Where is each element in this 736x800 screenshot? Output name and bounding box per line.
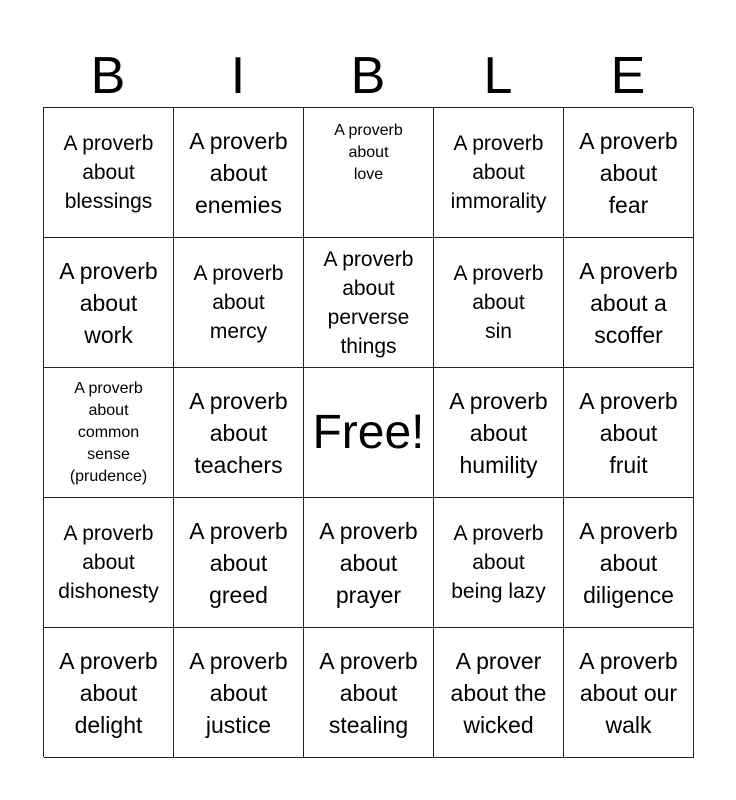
header-letter-b: B: [90, 47, 126, 105]
bingo-cell[interactable]: A proverb about love: [304, 108, 434, 238]
header-letter-i: I: [230, 47, 246, 105]
bingo-cell[interactable]: A proverb about delight: [44, 628, 174, 758]
bingo-grid: [43, 107, 693, 757]
bingo-cell[interactable]: A proverb about perverse things: [304, 238, 434, 368]
bingo-cell[interactable]: A proverb about blessings: [44, 108, 174, 238]
bingo-cell[interactable]: A proverb about fruit: [564, 368, 694, 498]
bingo-cell[interactable]: A proverb about work: [44, 238, 174, 368]
bingo-cell[interactable]: A proverb about stealing: [304, 628, 434, 758]
bingo-cell[interactable]: A proverb about being lazy: [434, 498, 564, 628]
header-letter-e: E: [610, 47, 646, 105]
bingo-cell[interactable]: A proverb about fear: [564, 108, 694, 238]
bingo-cell[interactable]: A proverb about immorality: [434, 108, 564, 238]
free-space-cell[interactable]: Free!: [304, 368, 434, 498]
bingo-cell[interactable]: A proverb about justice: [174, 628, 304, 758]
bingo-cell[interactable]: A proverb about humility: [434, 368, 564, 498]
bingo-cell[interactable]: A proverb about prayer: [304, 498, 434, 628]
bingo-cell[interactable]: A prover about the wicked: [434, 628, 564, 758]
bingo-header: [43, 44, 693, 108]
bingo-cell[interactable]: A proverb about enemies: [174, 108, 304, 238]
bingo-cell[interactable]: A proverb about our walk: [564, 628, 694, 758]
header-letter-b2: B: [350, 47, 386, 105]
bingo-cell[interactable]: A proverb about greed: [174, 498, 304, 628]
bingo-cell[interactable]: A proverb about mercy: [174, 238, 304, 368]
bingo-cell[interactable]: A proverb about a scoffer: [564, 238, 694, 368]
header-letter-l: L: [483, 47, 513, 105]
bingo-cell[interactable]: A proverb about sin: [434, 238, 564, 368]
bingo-cell[interactable]: A proverb about common sense (prudence): [44, 368, 174, 498]
bingo-cell[interactable]: A proverb about dishonesty: [44, 498, 174, 628]
bingo-cell[interactable]: A proverb about teachers: [174, 368, 304, 498]
bingo-cell[interactable]: A proverb about diligence: [564, 498, 694, 628]
